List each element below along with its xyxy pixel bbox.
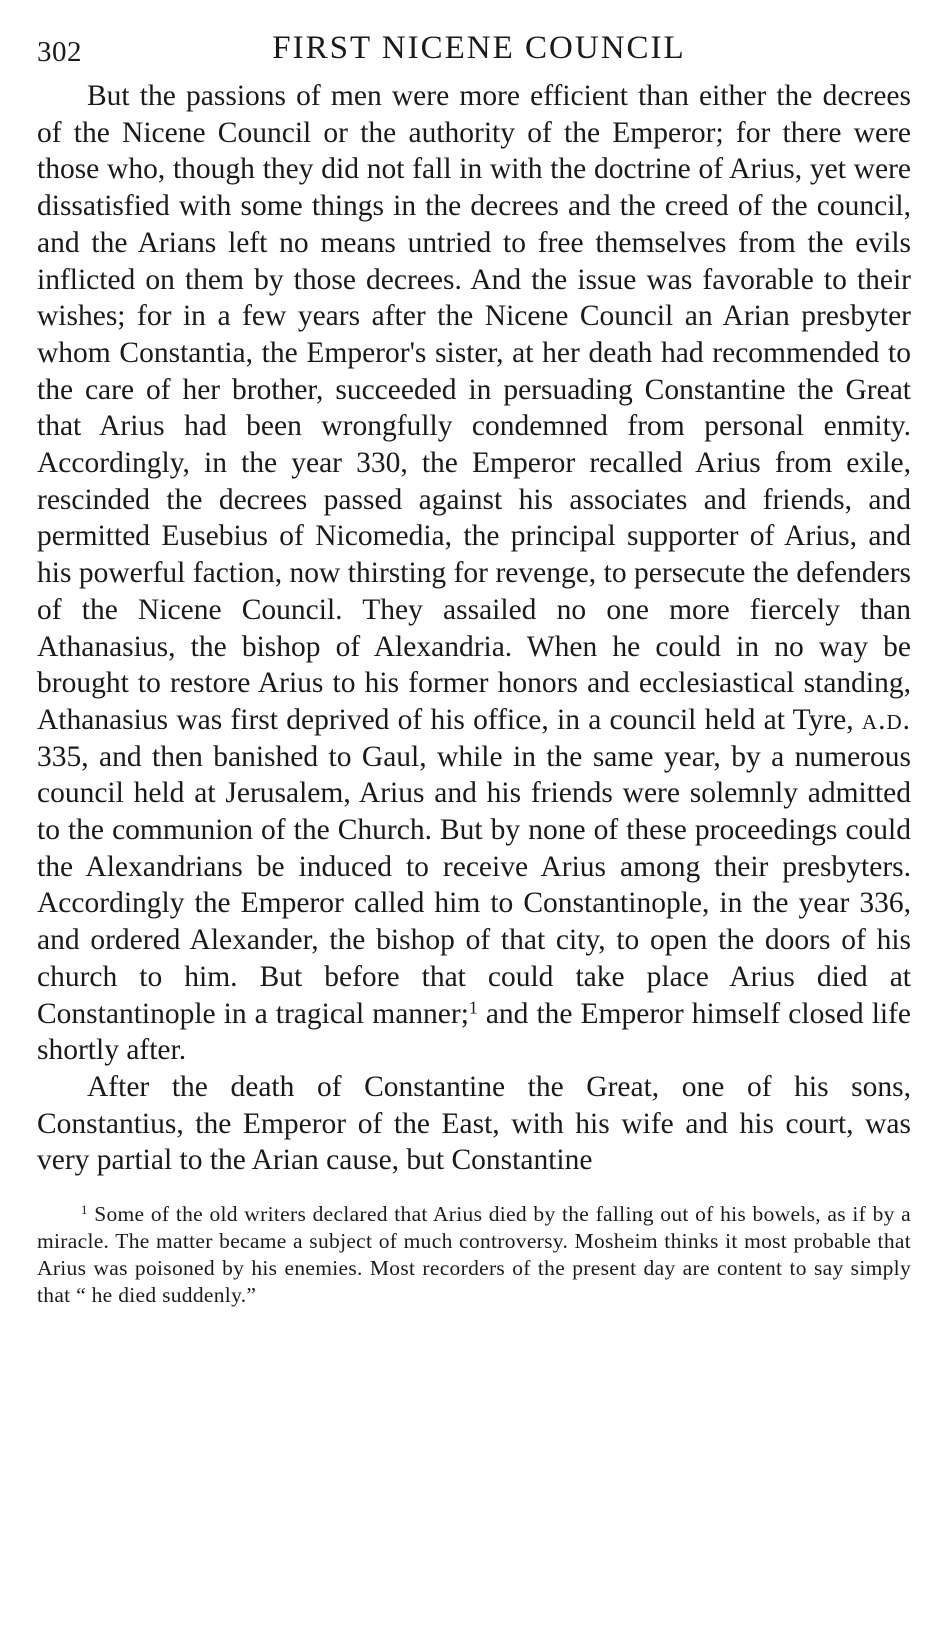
era-abbreviation: a.d. <box>861 703 911 736</box>
paragraph-1 <box>37 78 911 1069</box>
footnote <box>37 1201 911 1309</box>
body-text <box>37 78 911 1179</box>
paragraph-1-part-1: But the passions of men were more efficient than either the decrees of the Nicene Council or the authority of the Emperor; for there were those who, though they did not fall in with the doctrine of Arius, yet were dissatisfied with some things in the decrees and the creed of the council, and the Arians left no means untried to free themselves from the evils inflicted on them by those decrees. And the issue was favorable to their wishes; for in a few years after the Nicene Council an Arian presbyter whom Constantia, the Emperor's sister, at her death had recommended to the care of her brother, succeeded in persuading Constantine the Great that Arius had been wrongfully condemned from personal enmity. Accordingly, in the year 330, the Emperor recalled Arius from exile, rescinded the decrees passed against his associates and friends, and permitted Eusebius of Nicomedia, the principal supporter of Arius, and his powerful faction, now thirsting for revenge, to persecute the defenders of the Nicene Council. They assailed no one more fiercely than Athanasius, the bishop of Alexandria. When he could in no way be brought to restore Arius to his former honors and ecclesiastical standing, Athanasius was first deprived of his office, in a council held at Tyre, <box>37 80 911 736</box>
paragraph-2: After the death of Constantine the Great, one of his sons, Constantius, the Emperor of the East, with his wife and his court, was very partial to the Arian cause, but Constantine <box>37 1070 911 1177</box>
book-page <box>37 26 911 1309</box>
paragraph-1-part-2: 335, and then banished to Gaul, while in the same year, by a numerous council held at Jerusalem, Arius and his friends were solemnly admitted to the communion of the Church. But by none of these proceedings could the Alexandrians be induced to receive Arius among their presbyters. Accordingly the Emperor called him to Constantinople, in the year 336, and ordered Alexander, the bishop of that city, to open the doors of his church to him. But before that could take place Arius died at Constantinople in a tragical manner; <box>37 740 911 1030</box>
footnote-marker: 1 <box>81 1203 88 1217</box>
paragraph-1-part-3: and the Emperor himself closed life shortly after. <box>37 997 912 1067</box>
page-number: 302 <box>37 36 82 68</box>
footnote-reference: 1 <box>468 996 478 1017</box>
footnote-text: Some of the old writers declared that Arius died by the falling out of his bowels, as if by a miracle. The matter became a subject of much controversy. Mosheim thinks it most probable that Arius was poisoned by his enemies. Most recorders of the present day are content to say simply that “ he died suddenly.” <box>37 1202 911 1308</box>
page-header <box>37 26 911 78</box>
running-head: FIRST NICENE COUNCIL <box>272 30 686 66</box>
